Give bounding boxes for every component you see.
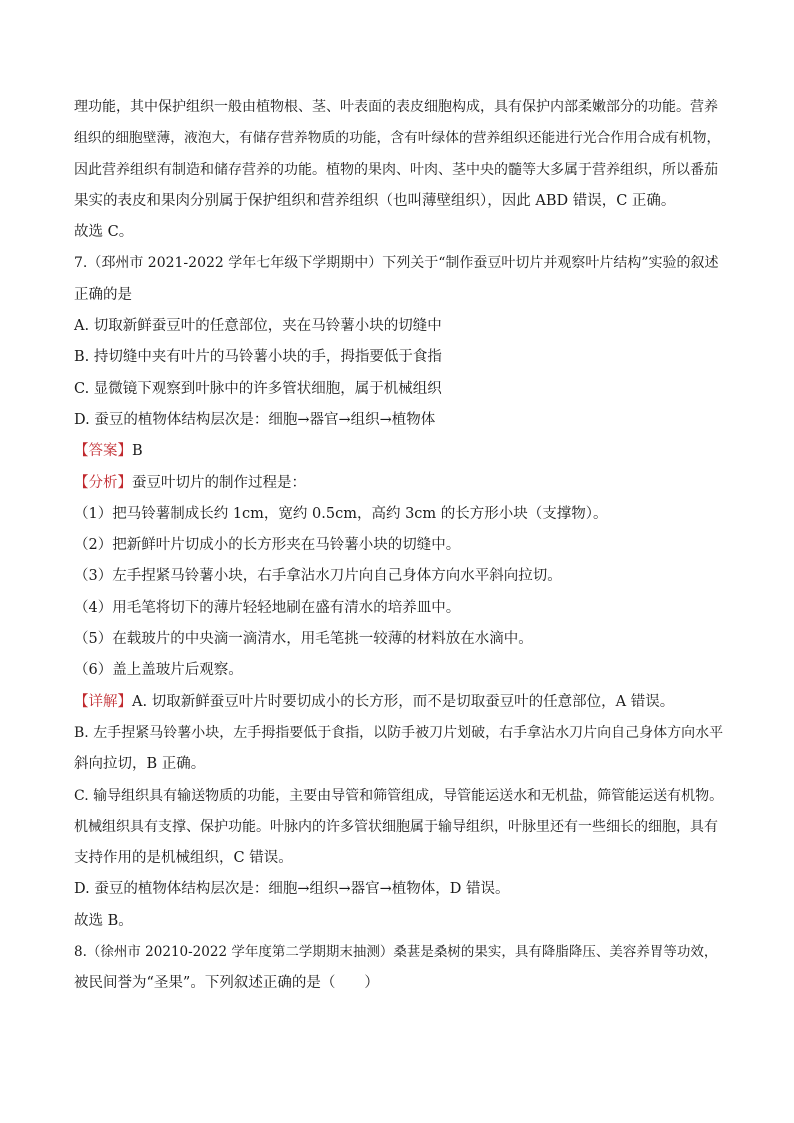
question-7-stem-cont: 正确的是 xyxy=(74,286,132,303)
step-3: （3）左手捏紧马铃薯小块，右手拿沾水刀片向自己身体方向水平斜向拉切。 xyxy=(74,568,562,585)
document-page xyxy=(74,92,724,1000)
option-a: A. 切取新鲜蚕豆叶的任意部位，夹在马铃薯小块的切缝中 xyxy=(74,318,442,335)
option-c: C. 显微镜下观察到叶脉中的许多管状细胞，属于机械组织 xyxy=(74,380,442,397)
question-8-stem: 8.（徐州市 20210-2022 学年度第二学期期末抽测）桑葚是桑树的果实，具有降脂降压、美容养胃等功效， xyxy=(74,944,718,961)
detail-tag: 【详解】 xyxy=(74,693,132,710)
option-d: D. 蚕豆的植物体结构层次是：细胞→器官→组织→植物体 xyxy=(74,411,436,428)
answer-choice-line: 故选 C。 xyxy=(74,224,134,241)
answer-value: B xyxy=(132,443,143,460)
answer-choice-line: 故选 B。 xyxy=(74,912,133,929)
text-line: 理功能，其中保护组织一般由植物根、茎、叶表面的表皮细胞构成，具有保护内部柔嫩部分的功能。营养 xyxy=(74,99,718,115)
text-line: C. 输导组织具有输送物质的功能，主要由导管和筛管组成，导管能运送水和无机盐，筛管能运送有机物。 xyxy=(74,787,724,804)
text-line: B. 左手捏紧马铃薯小块，左手拇指要低于食指，以防手被刀片划破，右手拿沾水刀片向自己身体方向水平 xyxy=(74,724,724,741)
answer-tag: 【答案】 xyxy=(74,443,132,460)
step-4: （4）用毛笔将切下的薄片轻轻地刷在盛有清水的培养皿中。 xyxy=(74,599,461,616)
text-line: 支持作用的是机械组织，C 错误。 xyxy=(74,850,293,867)
analysis-text: 蚕豆叶切片的制作过程是： xyxy=(132,474,306,491)
text-line: 果实的表皮和果肉分别属于保护组织和营养组织（也叫薄壁组织），因此 ABD 错误，C 正确。 xyxy=(74,192,676,209)
answer-line xyxy=(74,436,724,467)
analysis-line xyxy=(74,468,724,499)
text-line: 机械组织具有支撑、保护功能。叶脉内的许多管状细胞属于输导组织，叶脉里还有一些细长的细胞，具有 xyxy=(74,818,718,835)
step-5: （5）在载玻片的中央滴一滴清水，用毛笔挑一较薄的材料放在水滴中。 xyxy=(74,631,533,648)
detail-line xyxy=(74,687,724,718)
option-b: B. 持切缝中夹有叶片的马铃薯小块的手，拇指要低于食指 xyxy=(74,349,442,366)
detail-text: A. 切取新鲜蚕豆叶片时要切成小的长方形，而不是切取蚕豆叶的任意部位，A 错误。 xyxy=(132,693,675,710)
step-1: （1）把马铃薯制成长约 1cm，宽约 0.5cm，高约 3cm 的长方形小块（支撑物）。 xyxy=(74,505,608,522)
question-8-stem-cont: 被民间誉为“圣果”。下列叙述正确的是（ ） xyxy=(74,975,379,992)
text-line: 斜向拉切，B 正确。 xyxy=(74,756,206,773)
step-6: （6）盖上盖玻片后观察。 xyxy=(74,662,243,679)
question-7-stem: 7.（邳州市 2021-2022 学年七年级下学期期中）下列关于“制作蚕豆叶切片并观察叶片结构”实验的叙述 xyxy=(74,255,719,272)
text-line: 组织的细胞壁薄，液泡大，有储存营养物质的功能，含有叶绿体的营养组织还能进行光合作用合成有机物， xyxy=(74,130,721,147)
text-line: D. 蚕豆的植物体结构层次是：细胞→组织→器官→植物体，D 错误。 xyxy=(74,881,510,898)
step-2: （2）把新鲜叶片切成小的长方形夹在马铃薯小块的切缝中。 xyxy=(74,537,461,554)
analysis-tag: 【分析】 xyxy=(74,474,132,491)
text-line: 因此营养组织有制造和储存营养的功能。植物的果肉、叶肉、茎中央的髓等大多属于营养组织，所以番茄 xyxy=(74,161,718,178)
